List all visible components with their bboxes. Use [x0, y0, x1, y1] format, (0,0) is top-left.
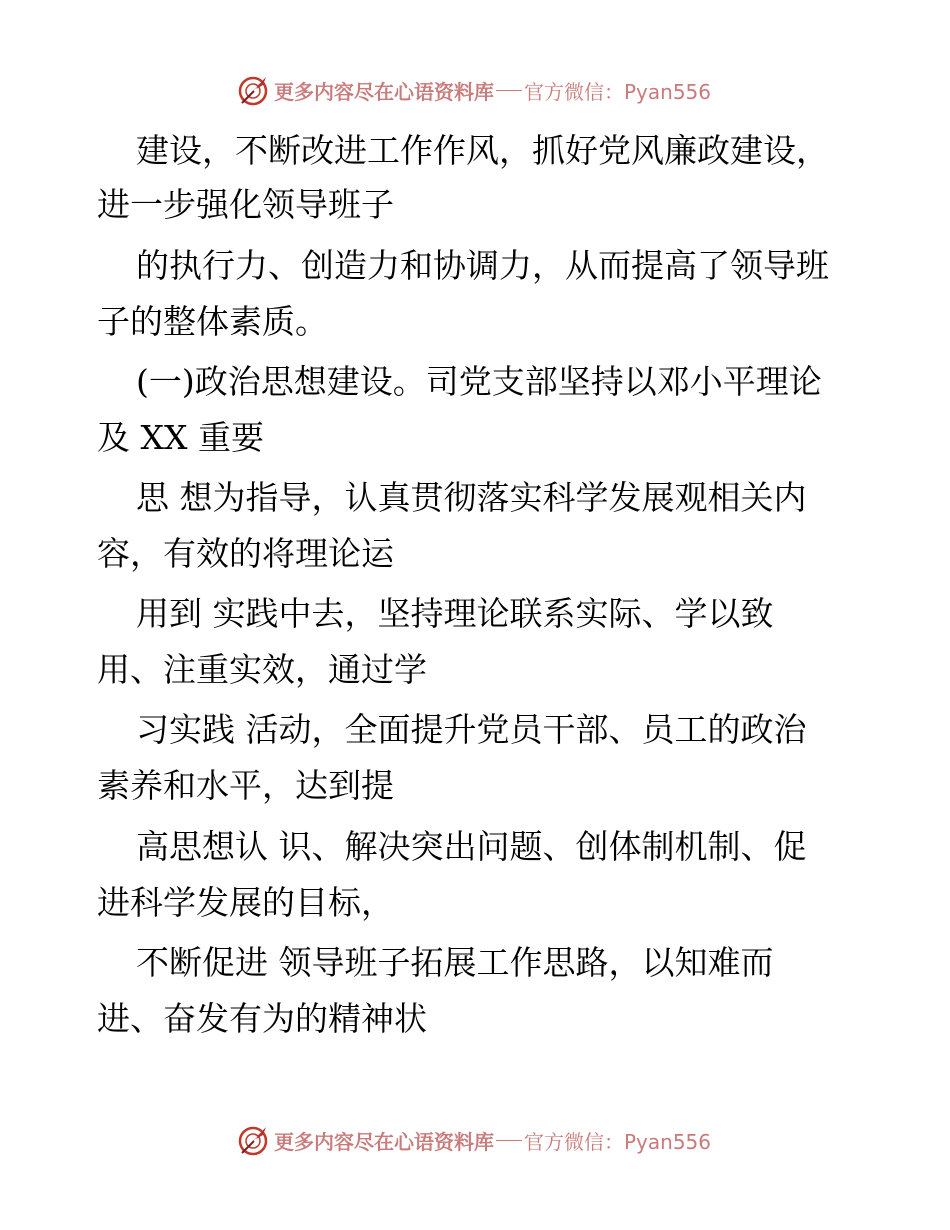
body-line: 进、奋发有为的精神状 — [97, 999, 427, 1038]
header-banner — [236, 70, 711, 110]
body-line: 建设，不断改进工作作风，抓好党风廉政建设， — [136, 131, 829, 170]
quill-logo-icon — [236, 73, 270, 107]
body-line: 容，有效的将理论运 — [97, 534, 394, 573]
body-line: 不断促进 领导班子拓展工作思路，以知难而 — [136, 943, 774, 982]
body-line: 进科学发展的目标， — [97, 883, 394, 922]
footer-banner — [236, 1120, 711, 1160]
body-line: 及 XX 重要 — [97, 418, 264, 457]
banner-wechat-id: 官方微信：Pyan556 — [524, 1129, 712, 1154]
body-line: 习实践 活动，全面提升党员干部、员工的政治 — [136, 710, 807, 749]
body-line: 素养和水平，达到提 — [97, 766, 394, 805]
body-line: 进一步强化领导班子 — [97, 185, 394, 224]
body-line: 用、注重实效，通过学 — [97, 650, 427, 689]
banner-wechat-id: 官方微信：Pyan556 — [524, 79, 712, 104]
body-line: 高思想认 识、解决突出问题、创体制机制、促 — [136, 827, 807, 866]
banner-site-name: 更多内容尽在心语资料库 — [274, 1129, 494, 1154]
body-line: 用到 实践中去，坚持理论联系实际、学以致 — [136, 594, 774, 633]
body-line: 子的整体素质。 — [97, 302, 328, 341]
quill-logo-icon — [236, 1123, 270, 1157]
body-line: (一)政治思想建设。司党支部坚持以邓小平理论 — [136, 362, 822, 401]
banner-dash — [496, 1140, 522, 1141]
banner-site-name: 更多内容尽在心语资料库 — [274, 79, 494, 104]
body-line: 思 想为指导，认真贯彻落实科学发展观相关内 — [136, 478, 807, 517]
banner-dash — [496, 90, 522, 91]
body-line: 的执行力、创造力和协调力，从而提高了领导班 — [136, 246, 829, 285]
